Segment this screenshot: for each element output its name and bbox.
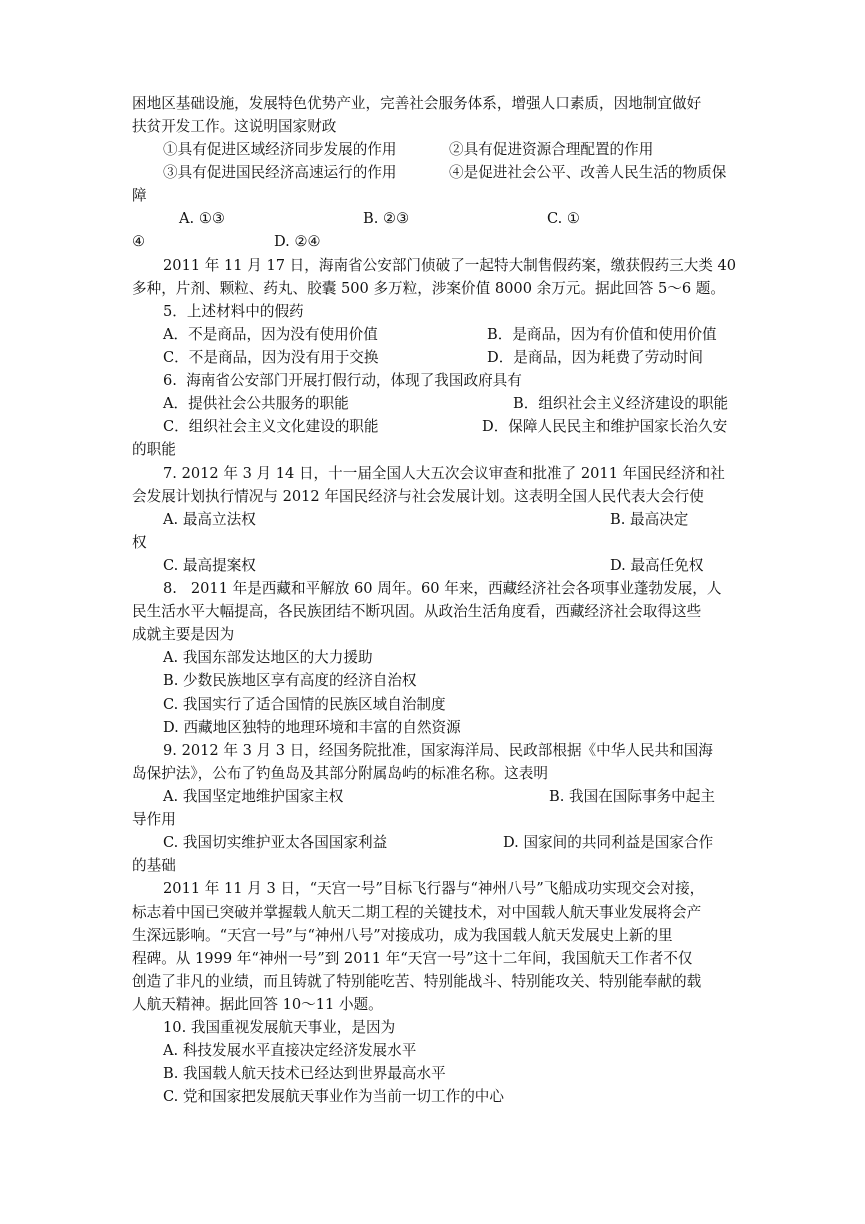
text-line: 导作用 (132, 811, 176, 828)
text-line: 生深远影响。“天宫一号”与“神州八号”对接成功，成为我国载人航天发展史上新的里 (132, 927, 673, 944)
text-line: 困地区基础设施，发展特色优势产业，完善社会服务体系，增强人口素质，因地制宜做好 (132, 95, 702, 112)
text-line: B．组织社会主义经济建设的职能 (513, 395, 729, 412)
text-line: ③具有促进国民经济高速运行的作用 (163, 164, 397, 181)
text-line: 的基础 (132, 857, 176, 874)
text-line: A．不是商品，因为没有使用价值 (163, 326, 378, 343)
text-line: 岛保护法》，公布了钓鱼岛及其部分附属岛屿的标准名称。这表明 (132, 765, 548, 782)
text-line: A. ①③ (179, 210, 225, 227)
text-line: D．是商品，因为耗费了劳动时间 (487, 349, 704, 366)
text-line: D. 国家间的共同利益是国家合作 (503, 834, 714, 851)
text-line: ②具有促进资源合理配置的作用 (449, 141, 654, 158)
text-line: A. 我国东部发达地区的大力援助 (163, 649, 373, 666)
text-line: 权 (132, 534, 147, 551)
text-line: B. ②③ (363, 210, 410, 227)
text-line: D. 西藏地区独特的地理环境和丰富的自然资源 (163, 719, 461, 736)
text-line: 程碑。从 1999 年“神州一号”到 2011 年“天宫一号”这十二年间，我国航天工作者不仅 (132, 950, 693, 967)
text-line: ④ (132, 233, 146, 250)
text-line: B. 我国在国际事务中起主 (549, 788, 715, 805)
text-line: 9. 2012 年 3 月 3 日，经国务院批准，国家海洋局、民政部根据《中华人民共和国海 (163, 742, 713, 759)
text-line: 多种，片剂、颗粒、药丸、胶囊 500 多万粒，涉案价值 8000 余万元。据此回答 5～6 题。 (132, 280, 725, 297)
text-line: B. 少数民族地区享有高度的经济自治权 (163, 672, 417, 689)
text-line: 障 (132, 187, 147, 204)
text-line: A. 最高立法权 (163, 511, 256, 528)
text-line: D. ②④ (274, 233, 321, 250)
text-line: 成就主要是因为 (132, 626, 235, 643)
text-line: 人航天精神。据此回答 10～11 小题。 (132, 996, 383, 1013)
text-line: C. ① (547, 210, 581, 227)
text-line: B. 我国载人航天技术已经达到世界最高水平 (163, 1065, 446, 1082)
text-line: 创造了非凡的业绩，而且铸就了特别能吃苦、特别能战斗、特别能攻关、特别能奉献的载 (132, 973, 702, 990)
text-line: B. 最高决定 (610, 511, 689, 528)
text-line: C. 我国切实维护亚太各国国家利益 (163, 834, 388, 851)
text-line: 8. 2011 年是西藏和平解放 60 周年。60 年来，西藏经济社会各项事业蓬勃发展，人 (163, 580, 722, 597)
text-line: 6. 海南省公安部门开展打假行动，体现了我国政府具有 (163, 372, 522, 389)
text-line: C．组织社会主义文化建设的职能 (163, 418, 379, 435)
text-line: D. 最高任免权 (610, 557, 704, 574)
text-line: B．是商品，因为有价值和使用价值 (487, 326, 717, 343)
text-line: 扶贫开发工作。这说明国家财政 (132, 118, 337, 135)
text-line: A．提供社会公共服务的职能 (163, 395, 349, 412)
text-line: 标志着中国已突破并掌握载人航天二期工程的关键技术，对中国载人航天事业发展将会产 (132, 904, 702, 921)
text-line: 10. 我国重视发展航天事业，是因为 (163, 1019, 396, 1036)
text-line: 民生活水平大幅提高，各民族团结不断巩固。从政治生活角度看，西藏经济社会取得这些 (132, 603, 702, 620)
text-line: ①具有促进区域经济同步发展的作用 (163, 141, 397, 158)
text-line: A. 我国坚定地维护国家主权 (163, 788, 344, 805)
text-line: C. 我国实行了适合国情的民族区域自治制度 (163, 696, 446, 713)
text-line: 2011 年 11 月 3 日，“天宫一号”目标飞行器与“神州八号”飞船成功实现交会对接， (163, 880, 705, 897)
text-line: C．不是商品，因为没有用于交换 (163, 349, 379, 366)
text-line: 5．上述材料中的假药 (163, 303, 304, 320)
text-line: 的职能 (132, 441, 176, 458)
text-line: ④是促进社会公平、改善人民生活的物质保 (449, 164, 727, 181)
text-line: 2011 年 11 月 17 日，海南省公安部门侦破了一起特大制售假药案，缴获假药三大类 40 (163, 257, 737, 274)
text-line: C. 党和国家把发展航天事业作为当前一切工作的中心 (163, 1088, 504, 1105)
text-line: 会发展计划执行情况与 2012 年国民经济与社会发展计划。这表明全国人民代表大会行使 (132, 488, 704, 505)
text-line: A. 科技发展水平直接决定经济发展水平 (163, 1042, 417, 1059)
text-line: 7. 2012 年 3 月 14 日，十一届全国人大五次会议审查和批准了 2011 年国民经济和社 (163, 465, 725, 482)
text-line: C. 最高提案权 (163, 557, 256, 574)
text-line: D．保障人民民主和维护国家长治久安 (482, 418, 728, 435)
